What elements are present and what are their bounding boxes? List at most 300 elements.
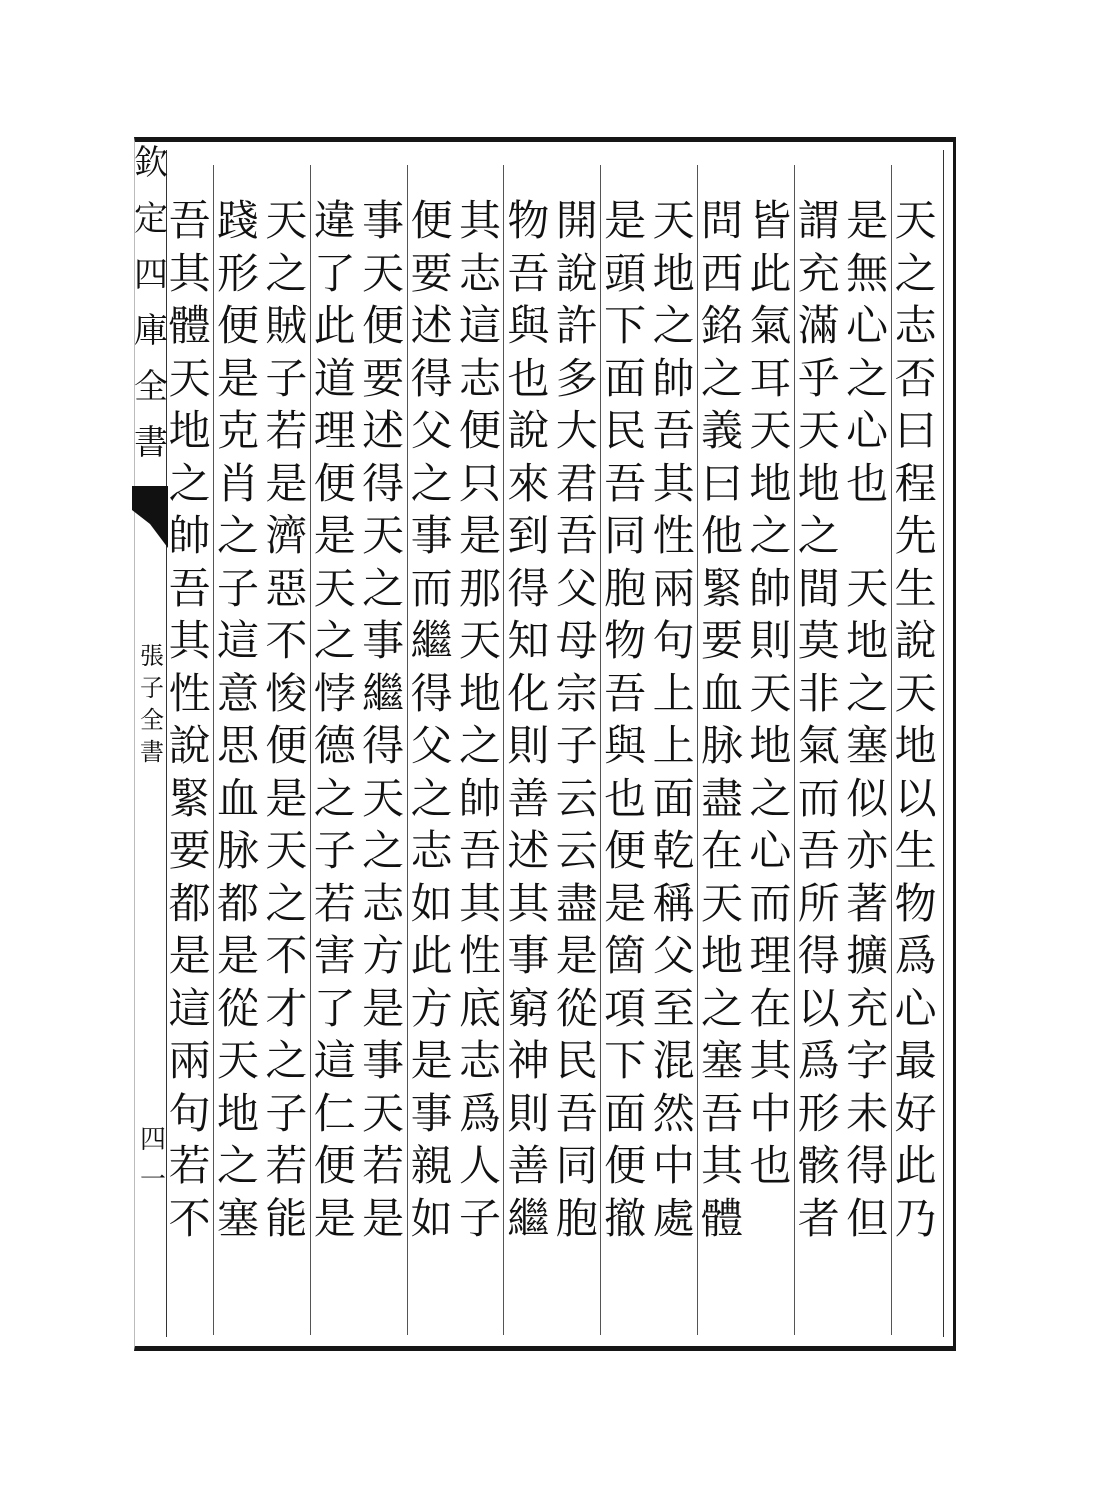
glyph: 爲	[894, 931, 937, 980]
glyph: 地	[749, 458, 792, 508]
glyph: 莫	[797, 616, 840, 665]
glyph: 銘	[700, 301, 743, 350]
glyph: 之	[313, 616, 356, 665]
glyph: 書	[134, 423, 168, 463]
glyph: 句	[168, 1088, 211, 1138]
glyph: 親	[410, 1141, 453, 1190]
glyph: 曰	[700, 458, 743, 508]
glyph: 面	[604, 1088, 647, 1138]
glyph: 之	[894, 248, 937, 298]
glyph: 其	[507, 878, 550, 928]
glyph: 若	[168, 1141, 211, 1190]
glyph: 塞	[216, 1193, 259, 1243]
glyph: 說	[168, 721, 211, 770]
glyph: 踐	[216, 196, 259, 245]
glyph: 則	[507, 721, 550, 770]
glyph: 了	[313, 983, 356, 1033]
glyph: 思	[216, 721, 259, 770]
glyph: 是	[604, 878, 647, 928]
glyph: 害	[313, 931, 356, 980]
glyph: 這	[458, 301, 501, 350]
glyph: 都	[168, 878, 211, 928]
glyph: 只	[458, 458, 501, 508]
glyph: 地	[652, 248, 695, 298]
glyph: 志	[410, 826, 453, 875]
glyph: 吾	[507, 248, 550, 298]
glyph: 擴	[846, 931, 889, 980]
glyph: 無	[846, 248, 889, 298]
glyph: 是	[555, 931, 598, 980]
glyph: 體	[700, 1193, 743, 1243]
glyph: 吾	[700, 1088, 743, 1138]
glyph: 爲	[458, 1088, 501, 1138]
glyph: 塞	[700, 1036, 743, 1085]
glyph: 大	[555, 406, 598, 455]
page-number: 四一	[140, 1125, 167, 1195]
glyph: 謂	[797, 196, 840, 245]
glyph: 要	[168, 826, 211, 875]
glyph: 上	[652, 668, 695, 718]
glyph: 要	[410, 248, 453, 298]
glyph: 悖	[313, 668, 356, 718]
glyph: 是	[362, 1193, 405, 1243]
glyph: 得	[362, 458, 405, 508]
glyph: 天	[458, 616, 501, 665]
glyph: 君	[555, 458, 598, 508]
glyph: 子	[265, 353, 308, 403]
glyph: 天	[362, 1088, 405, 1138]
glyph: 能	[265, 1193, 308, 1243]
glyph: 然	[652, 1088, 695, 1138]
glyph: 充	[797, 248, 840, 298]
glyph: 吾	[168, 196, 211, 245]
glyph: 其	[458, 878, 501, 928]
glyph: 氣	[749, 301, 792, 350]
glyph: 多	[555, 353, 598, 403]
glyph: 性	[652, 511, 695, 560]
glyph: 張	[140, 642, 164, 670]
glyph: 子	[313, 826, 356, 875]
glyph: 全	[134, 367, 168, 407]
glyph: 物	[894, 878, 937, 928]
glyph: 仁	[313, 1088, 356, 1138]
glyph: 地	[168, 406, 211, 455]
glyph: 志	[458, 248, 501, 298]
glyph: 也	[507, 353, 550, 403]
glyph: 許	[555, 301, 598, 350]
glyph: 事	[410, 511, 453, 560]
glyph: 之	[652, 301, 695, 350]
glyph: 是	[458, 511, 501, 560]
glyph: 繼	[507, 1193, 550, 1243]
glyph: 也	[846, 458, 889, 508]
glyph: 知	[507, 616, 550, 665]
glyph: 是	[846, 196, 889, 245]
glyph: 胞	[555, 1193, 598, 1243]
glyph: 西	[700, 248, 743, 298]
glyph: 也	[749, 1141, 792, 1190]
glyph: 之	[749, 773, 792, 823]
glyph: 說	[894, 616, 937, 665]
glyph: 父	[652, 931, 695, 980]
glyph: 脉	[700, 721, 743, 770]
glyph: 著	[846, 878, 889, 928]
glyph: 吾	[604, 458, 647, 508]
glyph: 同	[555, 1141, 598, 1190]
glyph: 心	[894, 983, 937, 1033]
glyph: 得	[846, 1141, 889, 1190]
glyph: 同	[604, 511, 647, 560]
glyph: 之	[168, 458, 211, 508]
glyph: 乎	[797, 353, 840, 403]
glyph: 帥	[652, 353, 695, 403]
glyph: 理	[749, 931, 792, 980]
glyph: 天	[797, 406, 840, 455]
glyph: 天	[313, 563, 356, 613]
glyph: 是	[410, 1036, 453, 1085]
glyph: 欽	[134, 143, 168, 183]
glyph: 體	[168, 301, 211, 350]
glyph: 是	[168, 931, 211, 980]
glyph: 天	[846, 563, 889, 613]
glyph: 便	[313, 458, 356, 508]
glyph: 這	[313, 1036, 356, 1085]
glyph: 否	[894, 353, 937, 403]
glyph: 得	[362, 721, 405, 770]
glyph: 在	[749, 983, 792, 1033]
glyph: 是	[216, 931, 259, 980]
glyph: 在	[700, 826, 743, 875]
glyph: 便	[265, 721, 308, 770]
glyph: 地	[749, 721, 792, 770]
glyph: 但	[846, 1193, 889, 1243]
glyph: 中	[652, 1141, 695, 1190]
glyph: 天	[362, 511, 405, 560]
glyph: 天	[168, 353, 211, 403]
glyph: 亦	[846, 826, 889, 875]
glyph: 之	[362, 563, 405, 613]
glyph: 塞	[846, 721, 889, 770]
glyph: 得	[410, 353, 453, 403]
glyph: 其	[749, 1036, 792, 1085]
glyph: 而	[797, 773, 840, 823]
glyph: 子	[555, 721, 598, 770]
glyph: 而	[749, 878, 792, 928]
glyph: 子	[216, 563, 259, 613]
glyph: 繼	[362, 668, 405, 718]
glyph: 便	[313, 1141, 356, 1190]
glyph: 德	[313, 721, 356, 770]
glyph: 吾	[555, 511, 598, 560]
glyph: 肖	[216, 458, 259, 508]
glyph: 兩	[652, 563, 695, 613]
glyph: 得	[797, 931, 840, 980]
glyph: 天	[894, 196, 937, 245]
glyph: 之	[265, 248, 308, 298]
glyph: 說	[555, 248, 598, 298]
glyph: 如	[410, 1193, 453, 1243]
glyph: 庫	[134, 311, 168, 351]
glyph: 之	[410, 773, 453, 823]
glyph: 似	[846, 773, 889, 823]
glyph: 之	[265, 1036, 308, 1085]
glyph: 要	[700, 616, 743, 665]
glyph: 之	[797, 511, 840, 560]
glyph: 是	[265, 458, 308, 508]
glyph: 若	[313, 878, 356, 928]
glyph: 血	[216, 773, 259, 823]
glyph: 意	[216, 668, 259, 718]
glyph: 便	[410, 196, 453, 245]
glyph: 志	[458, 353, 501, 403]
glyph: 化	[507, 668, 550, 718]
glyph: 吾	[797, 826, 840, 875]
glyph: 之	[846, 353, 889, 403]
glyph: 之	[216, 511, 259, 560]
glyph: 下	[604, 301, 647, 350]
glyph: 此	[749, 248, 792, 298]
glyph: 述	[362, 406, 405, 455]
glyph: 得	[410, 668, 453, 718]
glyph: 從	[216, 983, 259, 1033]
glyph: 志	[894, 301, 937, 350]
glyph: 其	[652, 458, 695, 508]
text-column	[161, 193, 219, 1333]
glyph: 違	[313, 196, 356, 245]
glyph: 乾	[652, 826, 695, 875]
glyph: 母	[555, 616, 598, 665]
glyph: 箇	[604, 931, 647, 980]
glyph: 都	[216, 878, 259, 928]
glyph: 天	[265, 826, 308, 875]
glyph: 人	[458, 1141, 501, 1190]
glyph: 帥	[749, 563, 792, 613]
glyph: 之	[846, 668, 889, 718]
glyph: 書	[140, 738, 164, 766]
glyph: 之	[458, 721, 501, 770]
glyph: 是	[265, 773, 308, 823]
glyph: 父	[410, 406, 453, 455]
glyph: 民	[555, 1036, 598, 1085]
glyph: 吾	[458, 826, 501, 875]
glyph: 天	[216, 1036, 259, 1085]
glyph: 善	[507, 1141, 550, 1190]
glyph: 緊	[700, 563, 743, 613]
glyph: 之	[313, 773, 356, 823]
glyph: 未	[846, 1088, 889, 1138]
glyph: 先	[894, 511, 937, 560]
glyph: 與	[604, 721, 647, 770]
glyph: 之	[700, 983, 743, 1033]
glyph: 悛	[265, 668, 308, 718]
glyph: 說	[507, 406, 550, 455]
glyph: 形	[797, 1088, 840, 1138]
glyph: 天	[700, 878, 743, 928]
glyph: 地	[797, 458, 840, 508]
glyph: 下	[604, 1036, 647, 1085]
glyph: 其	[458, 196, 501, 245]
glyph: 是	[313, 1193, 356, 1243]
glyph: 若	[265, 1141, 308, 1190]
glyph: 生	[894, 826, 937, 875]
glyph: 最	[894, 1036, 937, 1085]
glyph: 胞	[604, 563, 647, 613]
glyph: 子	[458, 1193, 501, 1243]
glyph: 這	[168, 983, 211, 1033]
glyph: 物	[604, 616, 647, 665]
glyph: 方	[410, 983, 453, 1033]
glyph: 其	[168, 248, 211, 298]
glyph: 此	[410, 931, 453, 980]
glyph: 也	[604, 773, 647, 823]
glyph: 地	[894, 721, 937, 770]
glyph: 間	[797, 563, 840, 613]
glyph: 乃	[894, 1193, 937, 1243]
glyph: 至	[652, 983, 695, 1033]
glyph: 所	[797, 878, 840, 928]
glyph: 好	[894, 1088, 937, 1138]
glyph: 便	[458, 406, 501, 455]
glyph: 曰	[894, 406, 937, 455]
glyph: 其	[700, 1141, 743, 1190]
glyph: 云	[555, 826, 598, 875]
glyph: 之	[265, 878, 308, 928]
glyph: 事	[507, 931, 550, 980]
glyph: 定	[134, 199, 168, 239]
glyph: 神	[507, 1036, 550, 1085]
glyph: 不	[265, 931, 308, 980]
glyph: 四	[134, 255, 168, 295]
glyph: 以	[894, 773, 937, 823]
glyph: 心	[749, 826, 792, 875]
glyph: 盡	[555, 878, 598, 928]
glyph: 問	[700, 196, 743, 245]
glyph: 緊	[168, 773, 211, 823]
glyph: 濟	[265, 511, 308, 560]
glyph: 便	[604, 1141, 647, 1190]
glyph: 宗	[555, 668, 598, 718]
glyph: 皆	[749, 196, 792, 245]
glyph: 地	[700, 931, 743, 980]
glyph: 血	[700, 668, 743, 718]
glyph: 述	[507, 826, 550, 875]
glyph: 善	[507, 773, 550, 823]
glyph: 從	[555, 983, 598, 1033]
glyph: 父	[410, 721, 453, 770]
glyph: 混	[652, 1036, 695, 1085]
glyph: 帥	[168, 511, 211, 560]
glyph: 克	[216, 406, 259, 455]
glyph: 來	[507, 458, 550, 508]
glyph: 句	[652, 616, 695, 665]
glyph: 要	[362, 353, 405, 403]
glyph: 是	[362, 983, 405, 1033]
glyph: 志	[362, 878, 405, 928]
glyph: 天	[362, 248, 405, 298]
glyph: 面	[604, 353, 647, 403]
glyph: 程	[894, 458, 937, 508]
glyph: 爲	[797, 1036, 840, 1085]
glyph: 了	[313, 248, 356, 298]
glyph: 才	[265, 983, 308, 1033]
glyph: 窮	[507, 983, 550, 1033]
glyph: 頭	[604, 248, 647, 298]
glyph: 志	[458, 1036, 501, 1085]
glyph: 義	[700, 406, 743, 455]
glyph: 心	[846, 301, 889, 350]
glyph: 如	[410, 878, 453, 928]
glyph: 滿	[797, 301, 840, 350]
glyph: 地	[846, 616, 889, 665]
glyph: 天	[652, 196, 695, 245]
glyph: 事	[362, 196, 405, 245]
glyph: 盡	[700, 773, 743, 823]
glyph: 氣	[797, 721, 840, 770]
glyph: 項	[604, 983, 647, 1033]
glyph: 則	[749, 616, 792, 665]
glyph: 民	[604, 406, 647, 455]
glyph: 惡	[265, 563, 308, 613]
glyph: 吾	[555, 1088, 598, 1138]
glyph: 處	[652, 1193, 695, 1243]
glyph: 開	[555, 196, 598, 245]
glyph: 字	[846, 1036, 889, 1085]
glyph: 云	[555, 773, 598, 823]
glyph: 形	[216, 248, 259, 298]
glyph: 是	[313, 511, 356, 560]
glyph: 稱	[652, 878, 695, 928]
glyph: 全	[140, 706, 164, 734]
glyph: 之	[410, 458, 453, 508]
glyph: 非	[797, 668, 840, 718]
glyph: 吾	[168, 563, 211, 613]
glyph: 天	[265, 196, 308, 245]
glyph: 之	[700, 353, 743, 403]
glyph: 骸	[797, 1141, 840, 1190]
glyph: 賊	[265, 301, 308, 350]
glyph: 地	[458, 668, 501, 718]
glyph: 方	[362, 931, 405, 980]
glyph: 生	[894, 563, 937, 613]
glyph: 道	[313, 353, 356, 403]
glyph: 兩	[168, 1036, 211, 1085]
glyph: 便	[362, 301, 405, 350]
glyph: 子	[140, 674, 164, 702]
glyph: 其	[168, 616, 211, 665]
glyph: 天	[749, 406, 792, 455]
glyph: 便	[604, 826, 647, 875]
glyph: 便	[216, 301, 259, 350]
glyph: 天	[894, 668, 937, 718]
glyph: 此	[313, 301, 356, 350]
glyph: 事	[362, 1036, 405, 1085]
glyph: 得	[507, 563, 550, 613]
glyph: 理	[313, 406, 356, 455]
glyph: 地	[216, 1088, 259, 1138]
glyph: 性	[168, 668, 211, 718]
glyph: 不	[265, 616, 308, 665]
glyph: 不	[168, 1193, 211, 1243]
glyph: 底	[458, 983, 501, 1033]
glyph: 吾	[652, 406, 695, 455]
glyph: 者	[797, 1193, 840, 1243]
glyph: 天	[362, 773, 405, 823]
glyph: 脉	[216, 826, 259, 875]
glyph: 之	[749, 511, 792, 560]
glyph: 充	[846, 983, 889, 1033]
glyph: 那	[458, 563, 501, 613]
glyph: 父	[555, 563, 598, 613]
